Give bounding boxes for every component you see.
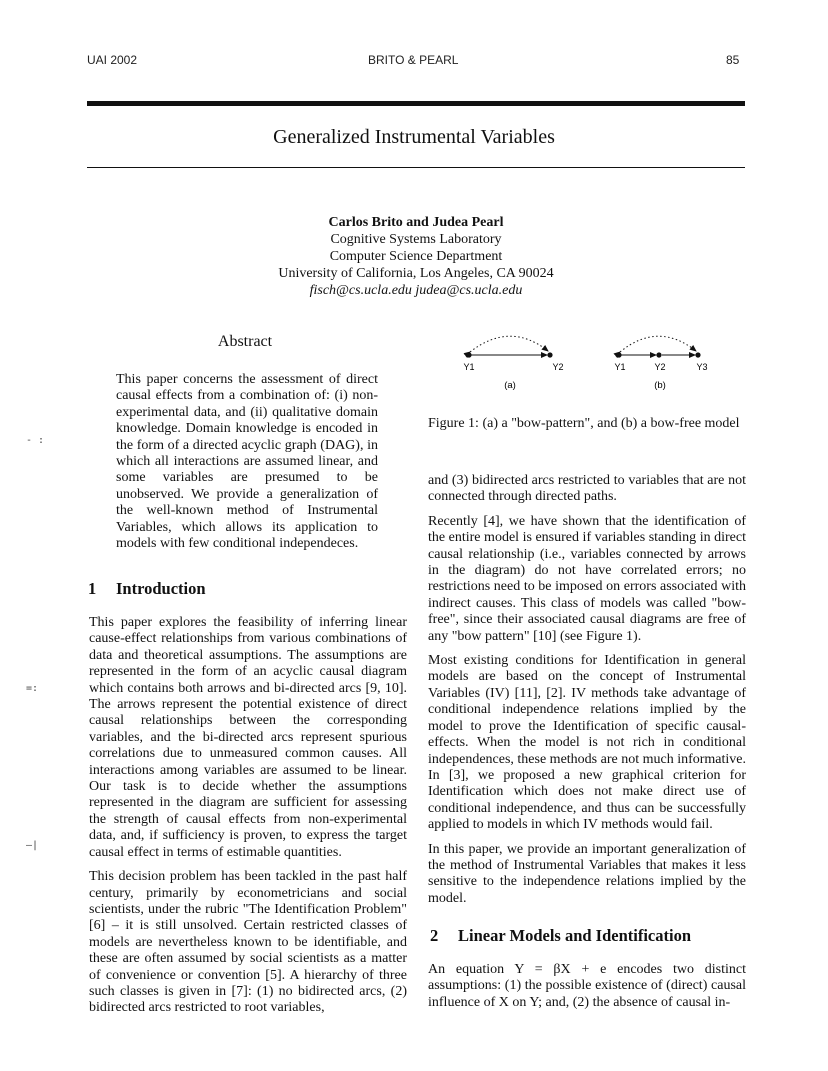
figure-1-caption: Figure 1: (a) a "bow-pattern", and (b) a bow-free model	[428, 416, 740, 431]
section-1-title: Introduction	[116, 579, 206, 598]
abstract-body	[116, 372, 378, 552]
node-label: Y2	[654, 362, 666, 372]
author-dept: Computer Science Department	[329, 249, 503, 264]
right-column-paragraph: In this paper, we provide an important generalization of the method of Instrumental Variables that makes it less sensitive to the independence relations implied by the model.	[428, 841, 746, 906]
figure-1-diagram	[440, 325, 740, 397]
section-1-paragraph: This paper explores the feasibility of inferring linear cause-effect relationships from various combinations of data and theoretical assumptions. The assumptions are represented in the form of an acyclic causal diagram which contains both arrows and bi-directed arcs [9, 10]. The arrows represent the potential existence of direct causal relationships between the corresponding variables, and the bi-directed arcs represent spurious correlations due to unmeasured common causes. All interactions among variables are assumed to be linear. Our task is to decide whether the assumptions represented in the diagram are sufficient for assessing the strength of causal effects from non-experimental data, and, if sufficiency is proven, to express the target causal effect in terms of estimable quantities.	[89, 615, 407, 860]
node-label: Y3	[696, 362, 708, 372]
section-2-number: 2	[430, 926, 439, 945]
right-column-paragraph: Most existing conditions for Identification in general models are based on the concept of Instrumental Variables (IV) [11], [2]. IV methods take advantage of conditional independence relations implied by the model to prove the Identification of specific causal-effects. When the model is not rich in conditional independences, these methods are not much informative. In [3], we proposed a new graphical criterion for Identification which does not make direct use of conditional independence, and thus can be successfully applied to models in which IV methods would fail.	[428, 653, 747, 833]
section-1-paragraph: This decision problem has been tackled in the past half century, primarily by econometricians and social scientists, under the rubric "The Identification Problem" [6] – it is still unsolved. Certain restricted classes of models are nevertheless known to be identifiable, and these are often assumed by social scientists as a matter of convenience or convention [5]. A hierarchy of three such classes is given in [7]: (1) no bidirected arcs, (2) bidirected arcs restricted to root variables,	[89, 869, 407, 1016]
margin-mark: - :	[26, 435, 45, 446]
author-block	[200, 214, 632, 299]
node-y1	[466, 352, 471, 357]
title-bottom-rule	[87, 167, 745, 168]
bidirected-arc	[470, 336, 548, 352]
right-column-paragraph: and (3) bidirected arcs restricted to variables that are not connected through directed paths.	[428, 473, 746, 505]
abstract-heading: Abstract	[217, 333, 273, 350]
section-2-paragraph: An equation Y = βX + e encodes two distinct assumptions: (1) the possible existence of (direct) causal influence of X on Y; and, (2) the absence of causal in-	[428, 962, 746, 1010]
bidirected-arc	[620, 336, 696, 352]
author-emails: fisch@cs.ucla.edu judea@cs.ucla.edu	[309, 283, 523, 298]
author-names: Carlos Brito and Judea Pearl	[328, 215, 504, 230]
margin-mark: —|	[26, 840, 39, 851]
node-y2	[547, 352, 552, 357]
node-label: Y1	[463, 362, 475, 372]
margin-mark: =:	[26, 683, 39, 694]
node-label: Y2	[552, 362, 564, 372]
author-university: University of California, Los Angeles, CA 90024	[278, 266, 554, 281]
section-2-body	[428, 962, 746, 1011]
section-2-heading	[430, 926, 691, 946]
running-header-left: UAI 2002	[87, 53, 138, 67]
subfigure-a-label: (a)	[504, 380, 516, 391]
paper-title: Generalized Instrumental Variables	[273, 126, 555, 148]
node-y3	[695, 352, 700, 357]
title-top-rule	[87, 101, 745, 106]
section-1-heading	[88, 579, 206, 599]
right-column-body	[428, 473, 746, 907]
abstract-text: This paper concerns the assessment of direct causal effects from a combination of: (i) non-experimental data, and (ii) qualitative domain knowledge. Domain knowledge is encoded in the form of a directed acyclic graph (DAG), in which all interactions are assumed linear, and some variables are presumed to be unobserved. We provide a generalization of the well-known method of Instrumental Variables, which allows its application to models with few conditional independeces.	[116, 372, 378, 552]
section-1-body	[89, 615, 407, 1017]
section-2-title: Linear Models and Identification	[458, 926, 692, 945]
author-lab: Cognitive Systems Laboratory	[330, 232, 502, 247]
node-y2	[656, 352, 661, 357]
subfigure-b-label: (b)	[654, 380, 666, 391]
right-column-paragraph: Recently [4], we have shown that the identification of the entire model is ensured if variables standing in direct causal relationship (i.e., variables connected by arrows in the diagram) do not have correlated errors; no restrictions need to be imposed on errors associated with indirect causes. This class of models was called "bow-free", since their associated causal diagrams are free of any "bow pattern" [10] (see Figure 1).	[428, 513, 746, 644]
page-number: 85	[726, 53, 740, 67]
node-y1	[616, 352, 621, 357]
node-label: Y1	[614, 362, 626, 372]
running-header-center: BRITO & PEARL	[368, 53, 459, 67]
section-1-number: 1	[88, 579, 97, 598]
